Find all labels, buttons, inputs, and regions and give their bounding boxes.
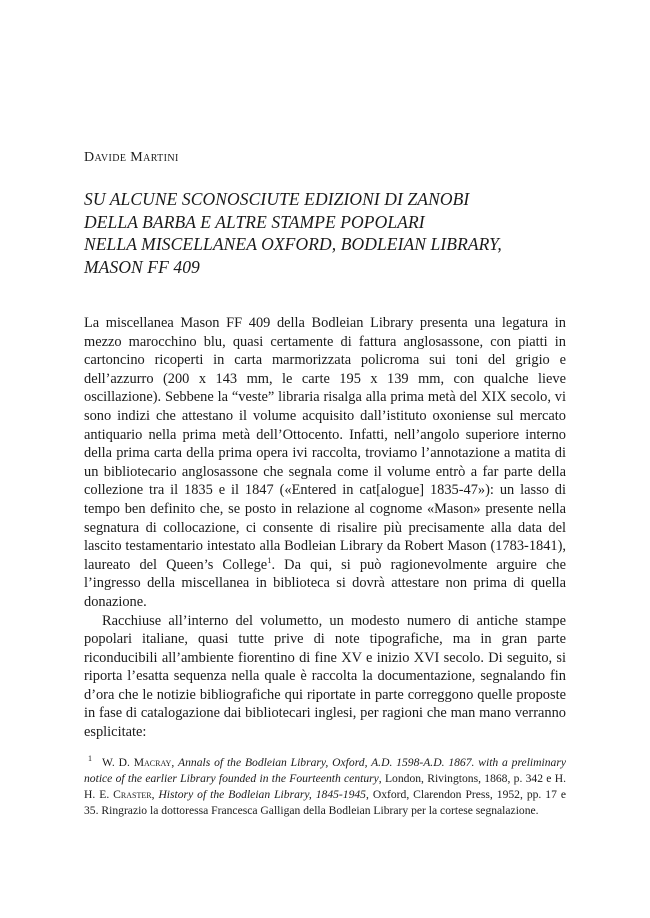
title-line: SU ALCUNE SCONOSCIUTE EDIZIONI DI ZANOBI [84, 189, 470, 209]
footnote-reference[interactable]: 1 [267, 554, 272, 565]
footnote-text: , London, Rivingtons, 1868, p. 342 e H. H. E. [84, 771, 566, 801]
paragraph-1 [84, 314, 566, 612]
body-text [84, 314, 566, 742]
paragraph-2: Racchiuse all’interno del volumetto, un modesto numero di antiche stampe popolari italiane, quasi tutte prive di note tipografiche, ma in gran parte riconducibili all’ambiente fiorentino di fine XV e inizio XVI secolo. Di seguito, si riporta l’esatta sequenza nella quale è raccolta la documentazione, segnalando fin d’ora che le notizie bibliografiche qui riportate in parte correggono quelle proposte in fase di catalogazione dai bibliotecari inglesi, per ragioni che man mano verranno esplicitate: [84, 612, 566, 741]
title-line: DELLA BARBA E ALTRE STAMPE POPOLARI [84, 211, 425, 232]
paragraph-1-text-b: . Da qui, si può ragionevolmente arguire che l’ingresso della miscellanea in biblioteca si dovrà attestare non prima di quella donazione. [84, 556, 566, 610]
footnote-author: Macray [133, 755, 172, 769]
footnote-book-title: Annals of the Bodleian Library, Oxford, A.D. 1598-A.D. 1867. with a preliminary notice of the earlier Library founded in the Fourteenth century [84, 755, 566, 785]
footnote-author: Craster [113, 787, 152, 801]
footnote [84, 751, 566, 819]
footnote-text: , Oxford, Clarendon Press, 1952, pp. 17 e 35. Ringrazio la dottoressa Francesca Galligan della Bodleian Library per la cortese segnalazione. [84, 787, 566, 817]
paragraph-1-text-a: La miscellanea Mason FF 409 della Bodleian Library presenta una legatura in mezzo marocchino blu, quasi certamente di fattura anglosassone, con piatti in cartoncino ricoperti in carta marmorizzata policroma sui toni del grigio e dell’azzurro (200 x 143 mm, le carte 195 x 139 mm, con qualche lieve oscillazione). Sebbene la “veste” libraria risalga alla prima metà del XIX secolo, vi sono indizi che attestano il volume acquisito dall’istituto oxoniense sul mercato antiquario nella prima metà dell’Ottocento. Infatti, nell’angolo superiore interno della prima carta della prima opera ivi raccolta, troviamo l’annotazione a matita di un bibliotecario anglosassone che segnala come il volume entrò a far parte della collezione tra il 1835 e il 1847 («Entered in cat[alogue] 1835-47»): un lasso di tempo ben definito che, se posto in relazione al cognome «Mason» presente nella segnatura di collocazione, ci consente di risalire più precisamente alla data del lascito testamentario intestato alla Bodleian Library da Robert Mason (1783-1841), laureato del Queen’s College [84, 315, 566, 573]
footnote-text: , [171, 755, 179, 769]
footnote-book-title: History of the Bodleian Library, 1845-1945 [158, 787, 366, 801]
author-name: Davide Martini [84, 150, 179, 165]
title-line: NELLA MISCELLANEA OXFORD, BODLEIAN LIBRARY, [84, 234, 502, 254]
article-title [84, 188, 566, 278]
footnote-number: 1 [88, 754, 92, 763]
title-line: MASON FF 409 [84, 256, 200, 277]
footnote-text: , [151, 787, 159, 801]
page [84, 0, 566, 918]
footnote-text: W. D. [102, 755, 134, 769]
